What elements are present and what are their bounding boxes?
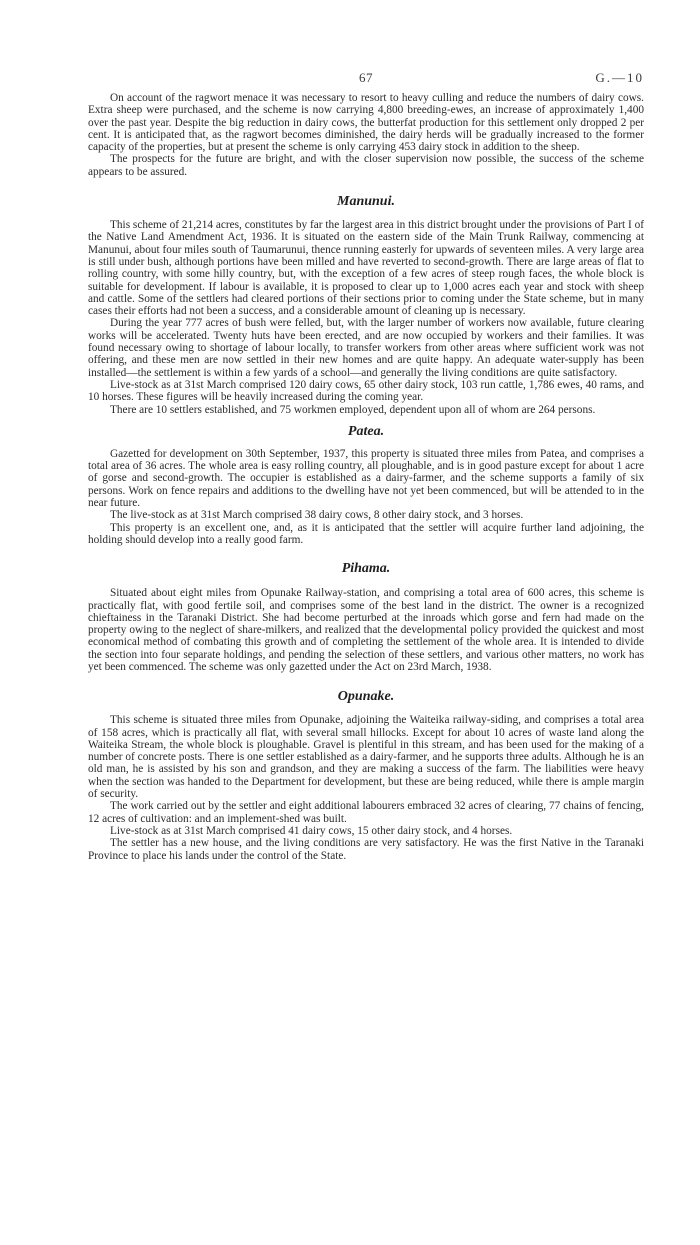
paragraph: The work carried out by the settler and eight additional labourers embraced 32 acres of clearing, 77 chains of fencing, 12 acres of cultivation: and an implement-shed was built.: [88, 800, 644, 825]
paragraph: This scheme is situated three miles from Opunake, adjoining the Waiteika railway-siding, and comprises a total area of 158 acres, which is practically all flat, with several small hillocks. Except for about 10 acres of waste land along the Waiteika Stream, the whole block is ploughable. Gravel is plentiful in this stream, and has been used for the making of a number of concrete posts. There is one settler established as a dairy-farmer, and he supports three adults. Although he is an old man, he is assisted by his son and grandson, and they are making a success of the farm. The liabilities were heavy when the section was handed to the Department for development, but these are being reduced, while there is ample margin of security.: [88, 714, 644, 801]
document-page: [88, 70, 644, 862]
section-heading: Patea.: [347, 423, 385, 439]
paragraph: Live-stock as at 31st March comprised 41 dairy cows, 15 other dairy stock, and 4 horses.: [110, 824, 513, 837]
opunake-section: [88, 689, 644, 862]
intro-section: [88, 92, 644, 178]
paragraph: Live-stock as at 31st March comprised 120 dairy cows, 65 other dairy stock, 103 run cattle, 1,786 ewes, 40 rams, and 10 horses. These figures will be heavily increased during the coming year.: [88, 378, 644, 404]
paragraph: Situated about eight miles from Opunake Railway-station, and comprising a total area of 600 acres, this scheme is practically flat, with good fertile soil, and comprises some of the best land in the district. The owner is a recognized chieftainess in the Taranaki District. She had become perturbed at the inroads which gorse and fern had made on the property owing to the neglect of share-milkers, and realized that the developmental policy provided the quickest and most economical method of combating this growth and of completing the settlement of the whole area. It is intended to divide the section into four separate holdings, and pending the selection of these settlers, and various other matters, no work has yet been commenced. The scheme was only gazetted under the Act on 23rd March, 1938.: [88, 587, 644, 673]
paragraph: This property is an excellent one, and, as it is anticipated that the settler will acquire further land adjoining, the holding should develop into a really good farm.: [88, 521, 644, 546]
section-heading: Opunake.: [337, 689, 395, 705]
paragraph: There are 10 settlers established, and 75 workmen employed, dependent upon all of whom are 264 persons.: [110, 403, 596, 416]
paragraph: On account of the ragwort menace it was necessary to resort to heavy culling and reduce the numbers of dairy cows. Extra sheep were purchased, and the scheme is now carrying 4,800 breeding-ewes, an increase of approximately 1,400 over the past year. Despite the big reduction in dairy cows, the butterfat production for this settlement only dropped 2 per cent. It is anticipated that, as the ragwort becomes diminished, the dairy herds will be gradually increased to the former capacity of the properties, but at present the scheme is only carrying 453 dairy stock in addition to the sheep.: [88, 92, 644, 154]
paragraph: During the year 777 acres of bush were felled, but, with the larger number of workers now available, future clearing works will be accelerated. Twenty huts have been erected, and are now occupied by workers and their families. It was found necessary owing to shortage of labour locally, to transfer workers from other areas where sufficient work was not offering, and these men are now settled in their new homes and are quite happy. An adequate water-supply has been installed—the settlement is within a few yards of a school—and generally the living conditions are quite satisfactory.: [88, 317, 644, 379]
manunui-section: [88, 194, 644, 416]
paragraph: The prospects for the future are bright, and with the closer supervision now possible, the success of the scheme appears to be assured.: [88, 153, 644, 178]
paragraph: The settler has a new house, and the living conditions are very satisfactory. He was the first Native in the Taranaki Province to place his lands under the control of the State.: [88, 837, 644, 862]
section-heading: Pihama.: [341, 561, 391, 577]
paragraph: Gazetted for development on 30th September, 1937, this property is situated three miles from Patea, and comprises a total area of 36 acres. The whole area is easy rolling country, all ploughable, and is in good pasture except for about 1 acre of gorse and second-growth. The occupier is established as a dairy-farmer, and the scheme supports a family of six persons. Work on fence repairs and additions to the dwelling have not yet been commenced, but will be attended to in the near future.: [88, 447, 644, 510]
paragraph: This scheme of 21,214 acres, constitutes by far the largest area in this district brought under the provisions of Part I of the Native Land Amendment Act, 1936. It is situated on the eastern side of the Main Trunk Railway, commencing at Manunui, about four miles south of Taumarunui, thence running easterly for upwards of seventeen miles. A very large area is still under bush, although portions have been milled and have reverted to second-growth. There are large areas of flat to rolling country, with some hilly country, but, with the exception of a few acres of steep rough faces, the whole block is suitable for development. If labour is available, it is proposed to clear up to 1,000 acres each year and stock with sheep and cattle. Some of the settlers had cleared portions of their sections prior to coming under the State scheme, but in many cases their efforts had not been a success, and a considerable amount of cleaning up is necessary.: [88, 219, 644, 318]
document-reference: G.—10: [595, 70, 644, 85]
section-heading: Manunui.: [337, 194, 395, 210]
page-header: [88, 70, 644, 92]
paragraph: The live-stock as at 31st March comprised 38 dairy cows, 8 other dairy stock, and 3 horses.: [110, 509, 524, 522]
page-number: 67: [359, 70, 373, 85]
patea-section: [88, 424, 644, 546]
pihama-section: [88, 561, 644, 673]
